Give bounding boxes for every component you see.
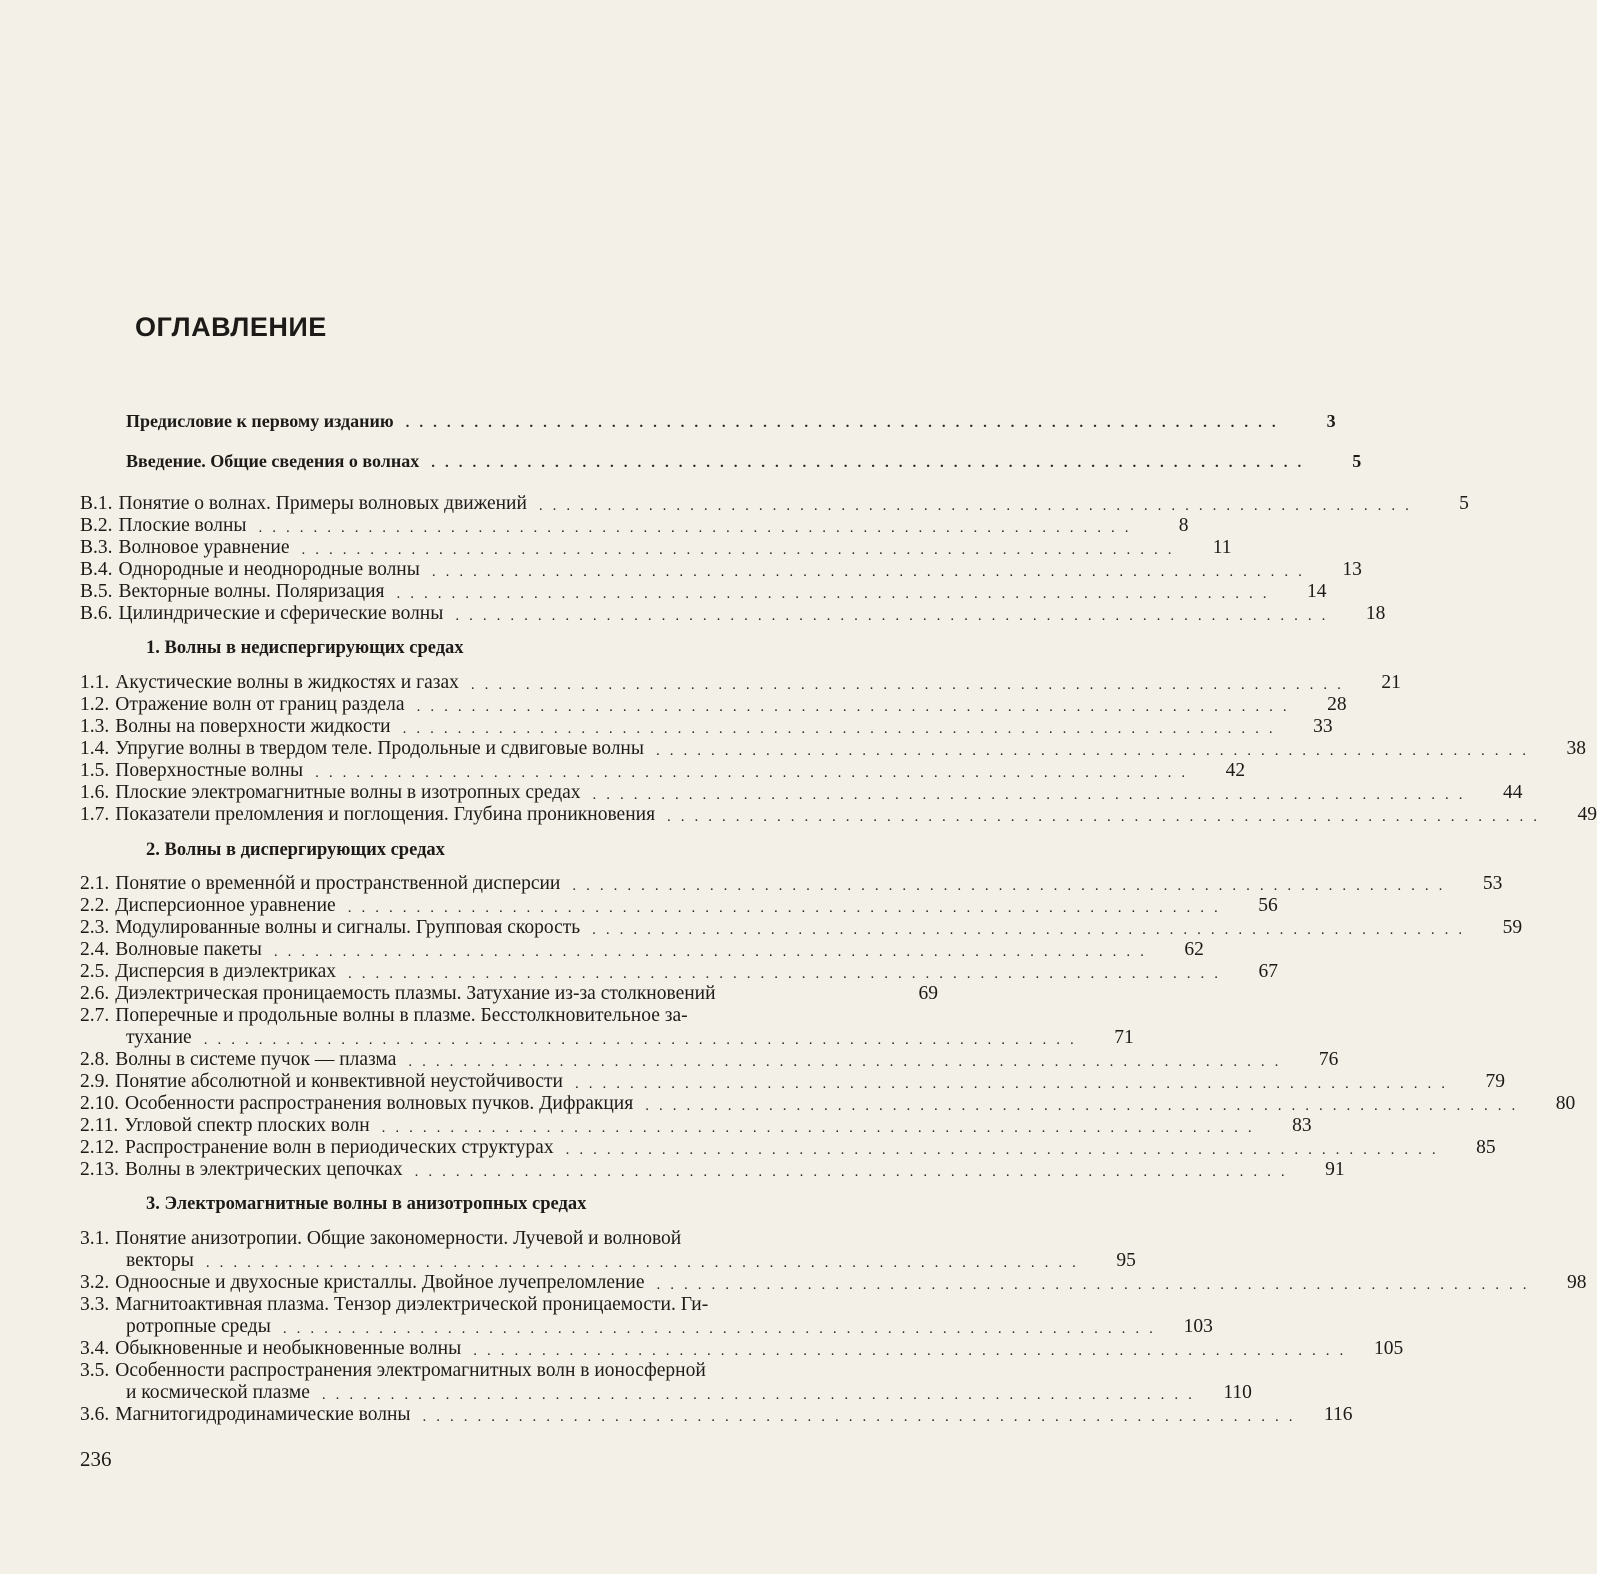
toc-entry[interactable] — [80, 961, 1279, 983]
toc-entry-title: Понятие о волнах. Примеры волновых движений — [118, 493, 527, 514]
toc-entry-page: 33 — [1313, 716, 1333, 737]
toc-entry-page: 85 — [1476, 1137, 1496, 1158]
toc-entry-page: 105 — [1373, 1338, 1404, 1359]
toc-entry-title: Дисперсия в диэлектриках — [115, 961, 337, 982]
section-number: В.4. — [80, 559, 113, 580]
leader-dots: ................................................................ — [396, 586, 1277, 602]
leader-dots: ................................................................ — [473, 1343, 1354, 1359]
section-number: В.6. — [80, 603, 113, 624]
leader-dots: ................................................................ — [645, 1098, 1526, 1114]
section-number: 1.7. — [80, 804, 110, 825]
toc-entry[interactable] — [80, 493, 1469, 515]
toc-entry[interactable] — [80, 939, 1204, 961]
toc-entry-title: Отражение волн от границ раздела — [115, 694, 405, 715]
toc-entry-page: 91 — [1325, 1159, 1345, 1180]
section-number: 3.5. — [80, 1360, 110, 1381]
toc-entry-title: Однородные и неоднородные волны — [118, 559, 420, 580]
toc-entry-title: Обыкновенные и необыкновенные волны — [115, 1338, 462, 1359]
section-number: 2.3. — [80, 917, 110, 938]
toc-entry[interactable] — [80, 983, 938, 1005]
section-number: 1.6. — [80, 782, 110, 803]
leader-dots: ................................................................ — [538, 498, 1419, 514]
toc-entry-page: 44 — [1503, 782, 1523, 803]
section-number: 2.6. — [80, 983, 110, 1004]
toc-entry[interactable] — [80, 716, 1333, 738]
toc-entry[interactable] — [80, 1228, 938, 1250]
toc-entry-page: 18 — [1365, 603, 1386, 624]
leader-dots: ................................................................ — [422, 1409, 1303, 1425]
toc-entry-page: 76 — [1318, 1049, 1339, 1070]
toc-entry-title: Угловой спектр плоских волн — [124, 1115, 370, 1136]
toc-entry-page: 79 — [1485, 1071, 1505, 1092]
leader-dots: ................................................................ — [575, 1076, 1455, 1092]
toc-entry-page: 11 — [1212, 537, 1232, 558]
toc-entry[interactable] — [80, 672, 1401, 694]
leader-dots: ................................................................ — [402, 721, 1283, 737]
toc-entry-title-continuation: ротропные среды — [126, 1316, 271, 1337]
section-number: 3.1. — [80, 1228, 110, 1249]
toc-entry-page: 59 — [1502, 917, 1523, 938]
leader-dots: ................................................................ — [408, 1054, 1289, 1070]
toc-entry[interactable] — [80, 1360, 938, 1382]
section-number: 1.5. — [80, 760, 110, 781]
leader-dots: ................................................................ — [431, 564, 1312, 580]
leader-dots: ................................................................ — [656, 1277, 1537, 1293]
toc-entry[interactable] — [80, 694, 1347, 716]
chapter-heading-3[interactable]: 3. Электромагнитные волны в анизотропных средах — [146, 1194, 587, 1214]
section-number: 2.7. — [80, 1005, 110, 1026]
toc-entry-page: 62 — [1184, 939, 1204, 960]
leader-dots: ................................................................ — [414, 1164, 1295, 1180]
section-number: 2.10. — [80, 1093, 119, 1114]
section-number: 1.3. — [80, 716, 110, 737]
toc-entry-title: Плоские волны — [118, 515, 247, 536]
chapter-heading-1[interactable]: 1. Волны в недиспергирующих средах — [146, 638, 464, 658]
toc-entry-title: Понятие анизотропии. Общие закономерности. Лучевой и волновой — [115, 1228, 682, 1249]
toc-entry-title: Упругие волны в твердом теле. Продольные и сдвиговые волны — [115, 738, 644, 759]
toc-entry[interactable] — [80, 782, 1523, 804]
leader-dots: ................................................................ — [667, 809, 1548, 825]
section-number: 2.5. — [80, 961, 110, 982]
toc-entry-page: 42 — [1225, 760, 1246, 781]
toc-entry-page: 21 — [1381, 672, 1401, 693]
toc-entry-continuation[interactable] — [80, 1027, 1134, 1049]
toc-entry-page: 5 — [1459, 493, 1469, 514]
leader-dots: ................................................................ — [592, 922, 1473, 938]
leader-dots: ................................................................ — [381, 1120, 1262, 1136]
toc-entry-page: 53 — [1482, 873, 1503, 894]
toc-entry-page: 38 — [1566, 738, 1586, 759]
toc-entry-page: 8 — [1178, 515, 1189, 536]
section-number: 2.8. — [80, 1049, 110, 1070]
toc-entry[interactable] — [80, 1272, 1587, 1294]
section-number: 2.2. — [80, 895, 110, 916]
toc-entry-title: Диэлектрическая проницаемость плазмы. Затухание из-за столкновений — [115, 983, 716, 1004]
section-number: В.5. — [80, 581, 113, 602]
section-number: 2.13. — [80, 1159, 119, 1180]
toc-entry-page: 14 — [1306, 581, 1327, 602]
leader-dots: ................................................................ — [470, 677, 1351, 693]
toc-entry[interactable] — [80, 1049, 1339, 1071]
toc-entry-page: 3 — [1326, 411, 1336, 431]
toc-entry[interactable] — [80, 1294, 938, 1316]
section-number: 1.1. — [80, 672, 110, 693]
toc-entry-page: 103 — [1183, 1316, 1213, 1337]
toc-entry[interactable] — [80, 760, 1246, 782]
leader-dots: ................................................................ — [655, 743, 1536, 759]
toc-entry-title: Особенности распространения волновых пучков. Дифракция — [125, 1093, 634, 1114]
leader-dots: ................................................................ — [592, 787, 1473, 803]
toc-entry-continuation[interactable] — [80, 1316, 1213, 1338]
leader-dots: ................................................................ — [301, 542, 1182, 558]
leader-dots: ................................................................ — [315, 765, 1196, 781]
toc-entry-title: Волны в системе пучок — плазма — [115, 1049, 397, 1070]
toc-entry-title-continuation: и космической плазме — [126, 1382, 310, 1403]
leader-dots: ................................................................ — [203, 1032, 1084, 1048]
toc-entry-title: Дисперсионное уравнение — [115, 895, 336, 916]
leader-dots: ................................................................ — [455, 608, 1336, 624]
chapter-heading-2[interactable]: 2. Волны в диспергирующих средах — [146, 840, 445, 860]
section-number: 1.2. — [80, 694, 110, 715]
toc-entry-title-continuation: тухание — [126, 1027, 192, 1048]
leader-dots: ................................................................ — [405, 415, 1286, 431]
toc-entry-introduction[interactable] — [80, 450, 1362, 472]
page-number: 236 — [80, 1447, 112, 1471]
toc-entry-title: Особенности распространения электромагнитных волн в ионосферной — [115, 1360, 706, 1381]
toc-entry-title: Модулированные волны и сигналы. Групповая скорость — [115, 917, 581, 938]
toc-entry-continuation[interactable] — [80, 1250, 1136, 1272]
toc-entry-page: 116 — [1324, 1404, 1353, 1425]
section-number: 2.9. — [80, 1071, 110, 1092]
toc-entry-title: Волновые пакеты — [115, 939, 262, 960]
toc-entry[interactable] — [80, 738, 1586, 760]
section-number: 3.4. — [80, 1338, 110, 1359]
toc-entry-page: 69 — [918, 983, 938, 1004]
leader-dots: ................................................................ — [258, 520, 1139, 536]
toc-entry-title: Понятие абсолютной и конвективной неустойчивости — [115, 1071, 563, 1092]
section-number: В.2. — [80, 515, 113, 536]
toc-entry[interactable] — [80, 804, 1597, 826]
toc-entry[interactable] — [80, 1005, 938, 1027]
toc-entry-title: Предисловие к первому изданию — [126, 411, 394, 431]
section-number: 2.12. — [80, 1137, 119, 1158]
leader-dots: ................................................................ — [282, 1321, 1163, 1337]
toc-entry[interactable] — [80, 1071, 1505, 1093]
toc-entry[interactable] — [80, 917, 1523, 939]
toc-entry-title: Магнитогидродинамические волны — [115, 1404, 411, 1425]
toc-entry-page: 5 — [1352, 451, 1362, 471]
toc-entry[interactable] — [80, 1159, 1345, 1181]
toc-entry[interactable] — [80, 1338, 1404, 1360]
leader-dots: ................................................................ — [431, 455, 1312, 471]
toc-entry-page: 67 — [1258, 961, 1279, 982]
toc-entry[interactable] — [80, 515, 1189, 537]
toc-entry-page: 110 — [1223, 1382, 1252, 1403]
page-title: ОГЛАВЛЕНИЕ — [135, 312, 327, 342]
toc-entry[interactable] — [80, 895, 1278, 917]
toc-entry-title: Цилиндрические и сферические волны — [118, 603, 444, 624]
toc-entry-title: Плоские электромагнитные волны в изотропных средах — [115, 782, 581, 803]
toc-entry-title: Распространение волн в периодических структурах — [125, 1137, 554, 1158]
toc-entry-title: Одноосные и двухосные кристаллы. Двойное лучепреломление — [115, 1272, 645, 1293]
toc-entry-title: Поверхностные волны — [115, 760, 304, 781]
section-number: В.3. — [80, 537, 113, 558]
leader-dots: ................................................................ — [321, 1387, 1202, 1403]
toc-entry[interactable] — [80, 1137, 1496, 1159]
toc-entry-title: Магнитоактивная плазма. Тензор диэлектрической проницаемости. Ги- — [115, 1294, 709, 1315]
toc-entry-page: 98 — [1567, 1272, 1587, 1293]
section-number: В.1. — [80, 493, 113, 514]
toc-entry-page: 13 — [1342, 559, 1362, 580]
toc-entry-title: Волновое уравнение — [118, 537, 290, 558]
leader-dots: ................................................................ — [273, 944, 1154, 960]
toc-entry-page: 28 — [1327, 694, 1347, 715]
toc-entry-page: 83 — [1292, 1115, 1312, 1136]
toc-entry-title: Волны на поверхности жидкости — [115, 716, 391, 737]
section-number: 3.3. — [80, 1294, 110, 1315]
toc-entry-page: 95 — [1116, 1250, 1136, 1271]
toc-entry[interactable] — [80, 1093, 1576, 1115]
toc-entry[interactable] — [80, 559, 1362, 581]
section-number: 3.6. — [80, 1404, 110, 1425]
toc-entry-preface[interactable] — [80, 410, 1336, 432]
leader-dots: ................................................................ — [348, 966, 1229, 982]
leader-dots: ................................................................ — [572, 878, 1453, 894]
toc-entry-title: Понятие о временнóй и пространственной дисперсии — [115, 873, 561, 894]
toc-entry-title: Введение. Общие сведения о волнах — [126, 451, 420, 471]
toc-entry-title: Акустические волны в жидкостях и газах — [115, 672, 459, 693]
toc-entry[interactable] — [80, 603, 1386, 625]
toc-entry[interactable] — [80, 873, 1503, 895]
leader-dots: ................................................................ — [565, 1142, 1446, 1158]
toc-entry-page: 56 — [1258, 895, 1278, 916]
toc-entry-continuation[interactable] — [80, 1382, 1252, 1404]
section-number: 2.11. — [80, 1115, 119, 1136]
toc-entry-page: 71 — [1114, 1027, 1134, 1048]
leader-dots: ................................................................ — [416, 699, 1297, 715]
toc-entry-title: Показатели преломления и поглощения. Глубина проникновения — [115, 804, 656, 825]
leader-dots: ................................................................ — [347, 900, 1228, 916]
toc-entry-title: Волны в электрических цепочках — [125, 1159, 403, 1180]
toc-entry-title-continuation: векторы — [126, 1250, 194, 1271]
section-number: 1.4. — [80, 738, 110, 759]
toc-entry[interactable] — [80, 537, 1232, 559]
section-number: 2.4. — [80, 939, 110, 960]
section-number: 2.1. — [80, 873, 110, 894]
leader-dots: ................................................................ — [205, 1255, 1086, 1271]
toc-entry-title: Поперечные и продольные волны в плазме. Бесстолкновительное за- — [115, 1005, 688, 1026]
toc-entry[interactable] — [80, 581, 1327, 603]
toc-entry-title: Векторные волны. Поляризация — [118, 581, 385, 602]
toc-entry-page: 49 — [1577, 804, 1597, 825]
toc-entry-page: 80 — [1555, 1093, 1576, 1114]
toc-entry[interactable] — [80, 1115, 1312, 1137]
toc-entry[interactable] — [80, 1404, 1353, 1426]
section-number: 3.2. — [80, 1272, 110, 1293]
